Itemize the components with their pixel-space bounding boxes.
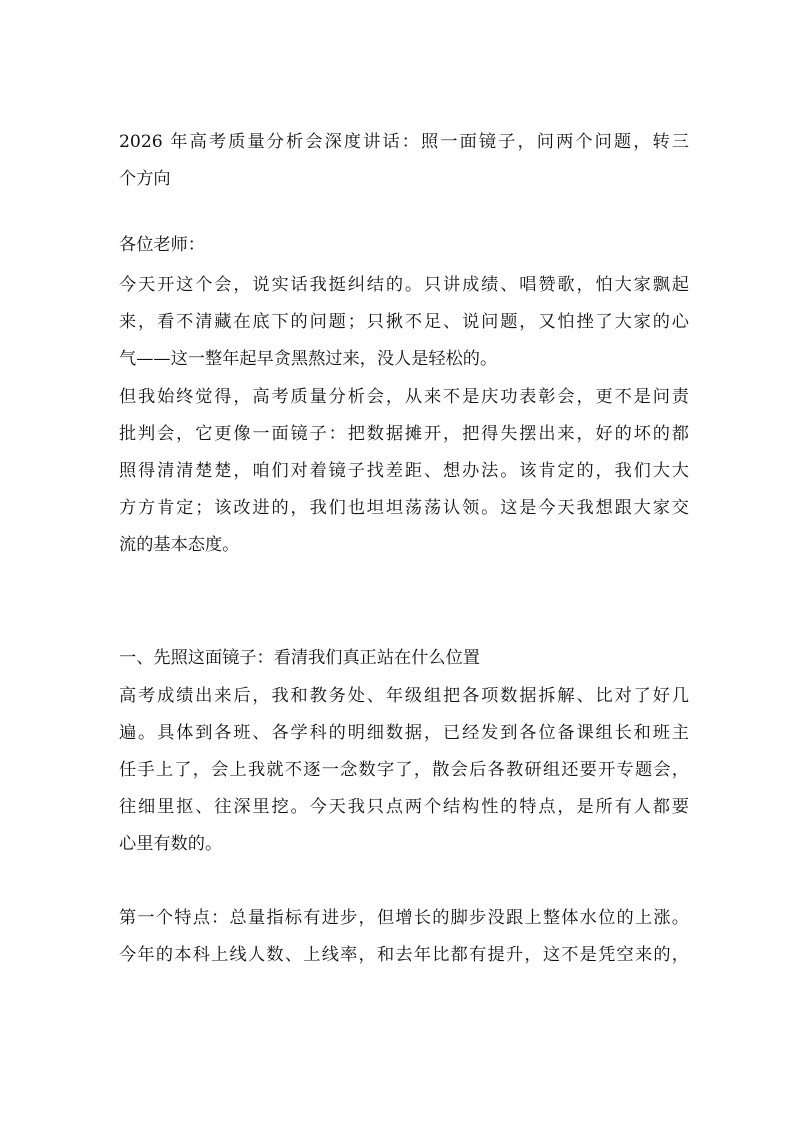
- paragraph-3-line: 任手上了，会上我就不逐一念数字了，散会后各教研组还要开专题会，: [119, 760, 689, 780]
- paragraph-2-line: 但我始终觉得，高考质量分析会，从来不是庆功表彰会，更不是问责: [119, 387, 689, 407]
- paragraph-3-line: 往细里抠、往深里挖。今天我只点两个结构性的特点，是所有人都要: [119, 797, 689, 817]
- paragraph-2-line: 批判会，它更像一面镜子：把数据摊开，把得失摆出来，好的坏的都: [119, 424, 689, 444]
- paragraph-2-line: 流的基本态度。: [119, 535, 240, 555]
- paragraph-3-line: 心里有数的。: [119, 834, 223, 854]
- document-title-line-1: 2026 年高考质量分析会深度讲话：照一面镜子，问两个问题，转三: [119, 132, 689, 152]
- paragraph-2-line: 照得清清楚楚，咱们对着镜子找差距、想办法。该肯定的，我们大大: [119, 461, 689, 481]
- greeting: 各位老师：: [119, 235, 205, 255]
- paragraph-4-line: 今年的本科上线人数、上线率，和去年比都有提升，这不是凭空来的，: [119, 945, 689, 965]
- paragraph-4-line: 第一个特点：总量指标有进步，但增长的脚步没跟上整体水位的上涨。: [119, 908, 689, 928]
- section-1-heading: 一、先照这面镜子：看清我们真正站在什么位置: [119, 648, 480, 668]
- paragraph-1-line: 气——这一整年起早贪黑熬过来，没人是轻松的。: [119, 349, 498, 369]
- paragraph-1-line: 今天开这个会，说实话我挺纠结的。只讲成绩、唱赞歌，怕大家飘起: [119, 275, 689, 295]
- paragraph-3-line: 遍。具体到各班、各学科的明细数据，已经发到各位备课组长和班主: [119, 723, 689, 743]
- paragraph-1-line: 来，看不清藏在底下的问题；只揪不足、说问题，又怕挫了大家的心: [119, 312, 689, 332]
- paragraph-3-line: 高考成绩出来后，我和教务处、年级组把各项数据拆解、比对了好几: [119, 686, 689, 706]
- paragraph-2-line: 方方肯定；该改进的，我们也坦坦荡荡认领。这是今天我想跟大家交: [119, 498, 689, 518]
- document-title-line-2: 个方向: [119, 169, 171, 189]
